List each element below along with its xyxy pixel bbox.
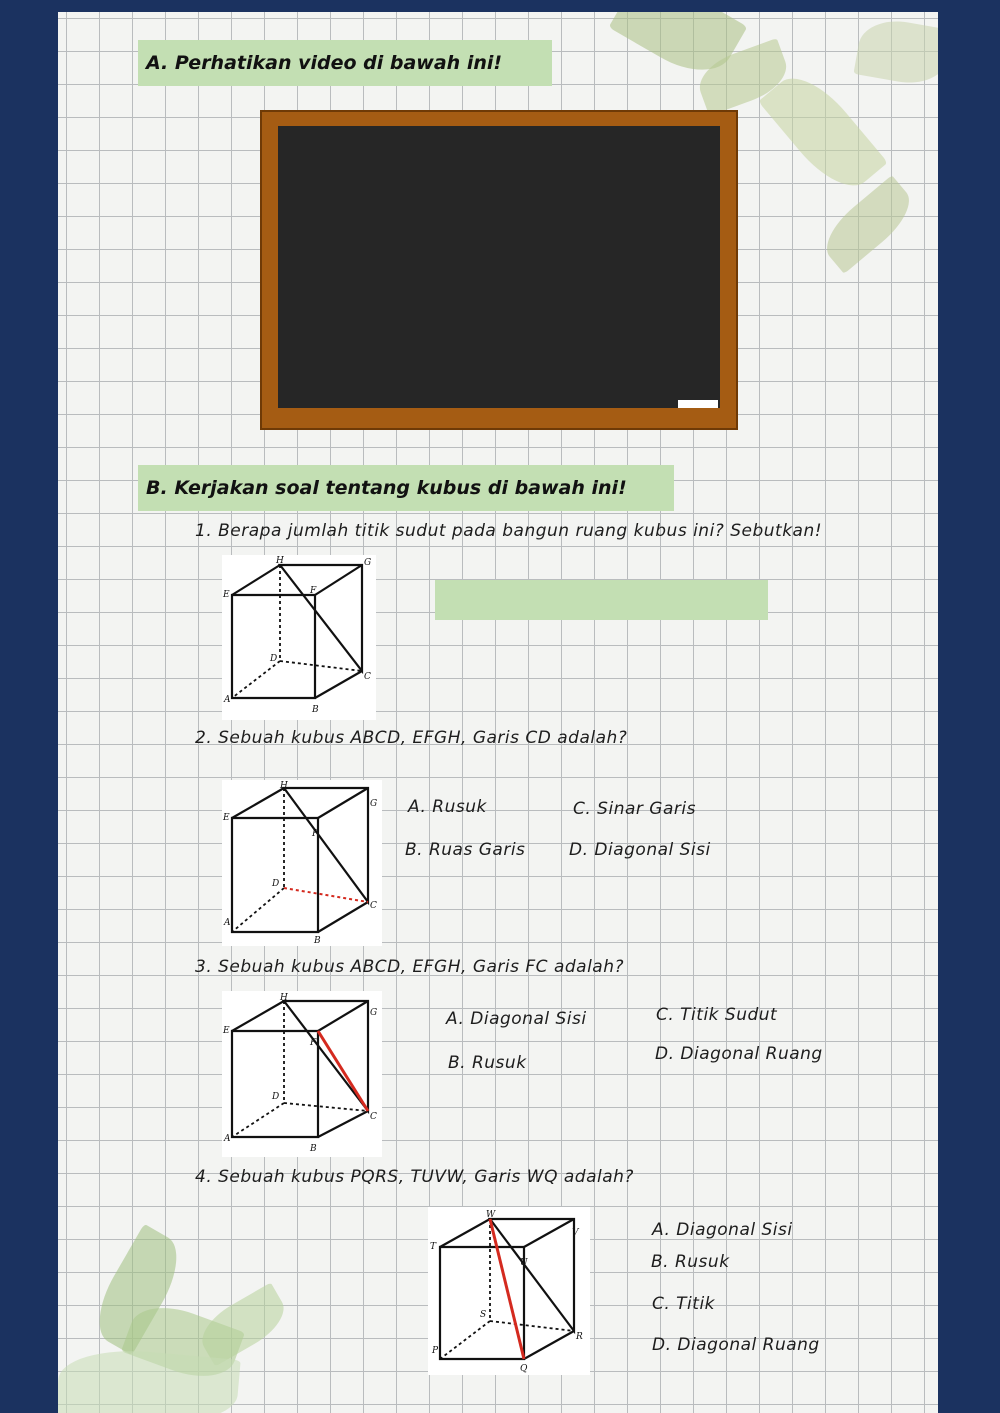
cube-label: H: [276, 556, 284, 566]
leaf-decoration: [758, 63, 888, 201]
cube-label: F: [310, 1038, 317, 1048]
cube-label: D: [272, 1092, 280, 1102]
cube-label: A: [224, 1134, 231, 1144]
video-blackboard[interactable]: [260, 110, 738, 430]
cube-label: D: [272, 879, 280, 889]
cube-label: A: [224, 918, 231, 928]
q2-option-d[interactable]: D. Diagonal Sisi: [569, 840, 711, 860]
cube-label: E: [223, 1026, 230, 1036]
question-3-text: 3. Sebuah kubus ABCD, EFGH, Garis FC adalah?: [195, 957, 625, 977]
leaf-decoration: [193, 1283, 293, 1367]
cube-label: G: [370, 1008, 378, 1018]
highlight-line-cd: [284, 888, 368, 902]
q4-option-a[interactable]: A. Diagonal Sisi: [652, 1220, 793, 1240]
cube-label: C: [364, 672, 371, 682]
cube-label: E: [223, 813, 230, 823]
question-2-text: 2. Sebuah kubus ABCD, EFGH, Garis CD adalah?: [195, 728, 628, 748]
cube-label: W: [486, 1210, 496, 1220]
cube-label: B: [314, 936, 321, 946]
cube-label: S: [480, 1310, 487, 1320]
question-1-text: 1. Berapa jumlah titik sudut pada bangun ruang kubus ini? Sebutkan!: [195, 521, 823, 541]
cube-label: D: [270, 654, 278, 664]
section-b-label: B. Kerjakan soal tentang kubus di bawah ini!: [138, 465, 674, 511]
video-screen[interactable]: [278, 126, 720, 408]
leaf-decoration: [815, 175, 921, 274]
cube-label: C: [370, 1112, 377, 1122]
cube-2-image: [222, 780, 382, 946]
q3-option-a[interactable]: A. Diagonal Sisi: [446, 1009, 587, 1029]
answer-1-field[interactable]: [435, 580, 768, 620]
cube-label: F: [310, 586, 317, 596]
chalk-icon: [678, 400, 718, 408]
q3-option-b[interactable]: B. Rusuk: [448, 1053, 527, 1073]
cube-label: P: [432, 1346, 439, 1356]
cube-3-image: [222, 991, 382, 1157]
q3-option-d[interactable]: D. Diagonal Ruang: [655, 1044, 823, 1064]
leaf-decoration: [853, 15, 938, 90]
q2-option-b[interactable]: B. Ruas Garis: [405, 840, 526, 860]
cube-label: A: [224, 695, 231, 705]
cube-label: H: [280, 781, 288, 791]
cube-label: C: [370, 901, 377, 911]
cube-label: R: [576, 1332, 583, 1342]
cube-label: Q: [520, 1364, 528, 1374]
cube-label: H: [280, 993, 288, 1003]
cube-label: E: [223, 590, 230, 600]
q2-option-a[interactable]: A. Rusuk: [408, 797, 487, 817]
cube-label: G: [364, 558, 372, 568]
worksheet-page: [58, 12, 938, 1413]
cube-1-image: [222, 555, 376, 720]
cube-label: B: [312, 705, 319, 715]
cube-label: B: [310, 1144, 317, 1154]
cube-label: V: [572, 1228, 579, 1238]
q4-option-c[interactable]: C. Titik: [652, 1294, 716, 1314]
q4-option-d[interactable]: D. Diagonal Ruang: [652, 1335, 820, 1355]
cube-label: U: [520, 1258, 528, 1268]
q4-option-b[interactable]: B. Rusuk: [651, 1252, 730, 1272]
q2-option-c[interactable]: C. Sinar Garis: [573, 799, 696, 819]
q3-option-c[interactable]: C. Titik Sudut: [656, 1005, 778, 1025]
highlight-line-fc: [318, 1031, 368, 1111]
cube-4-image: [428, 1207, 590, 1375]
cube-label: F: [312, 829, 319, 839]
section-a-label: A. Perhatikan video di bawah ini!: [138, 40, 552, 86]
cube-label: G: [370, 799, 378, 809]
cube-label: T: [430, 1242, 437, 1252]
question-4-text: 4. Sebuah kubus PQRS, TUVW, Garis WQ adalah?: [195, 1167, 634, 1187]
